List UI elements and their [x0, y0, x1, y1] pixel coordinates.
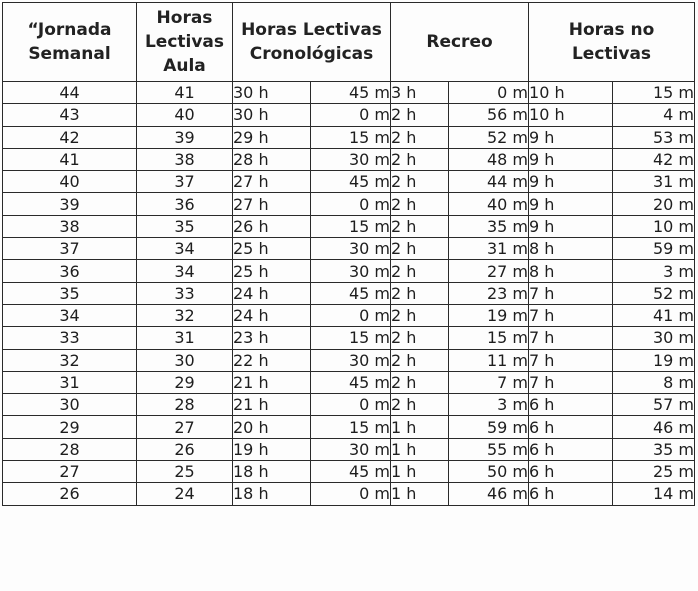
recreo-hours-cell: 2 h	[391, 148, 449, 170]
no-lectivas-hours-cell: 6 h	[529, 394, 613, 416]
recreo-minutes-cell: 11 m	[449, 349, 529, 371]
no-lectivas-hours-cell: 8 h	[529, 260, 613, 282]
lectivas-aula-cell: 34	[137, 260, 233, 282]
recreo-minutes-cell: 50 m	[449, 461, 529, 483]
lectivas-aula-cell: 38	[137, 148, 233, 170]
jornada-cell: 33	[3, 327, 137, 349]
recreo-hours-cell: 2 h	[391, 327, 449, 349]
table-row	[3, 304, 695, 326]
cron-minutes-cell: 15 m	[311, 126, 391, 148]
no-lectivas-minutes-cell: 52 m	[613, 282, 695, 304]
jornada-cell: 44	[3, 82, 137, 104]
recreo-minutes-cell: 59 m	[449, 416, 529, 438]
cron-hours-cell: 23 h	[233, 327, 311, 349]
cron-minutes-cell: 30 m	[311, 238, 391, 260]
cron-hours-cell: 25 h	[233, 238, 311, 260]
cron-hours-cell: 25 h	[233, 260, 311, 282]
cron-hours-cell: 18 h	[233, 461, 311, 483]
jornada-cell: 41	[3, 148, 137, 170]
jornada-cell: 36	[3, 260, 137, 282]
cron-hours-cell: 26 h	[233, 215, 311, 237]
recreo-minutes-cell: 44 m	[449, 171, 529, 193]
no-lectivas-minutes-cell: 53 m	[613, 126, 695, 148]
recreo-minutes-cell: 31 m	[449, 238, 529, 260]
no-lectivas-hours-cell: 9 h	[529, 193, 613, 215]
no-lectivas-hours-cell: 7 h	[529, 327, 613, 349]
cron-minutes-cell: 0 m	[311, 304, 391, 326]
lectivas-aula-cell: 39	[137, 126, 233, 148]
recreo-hours-cell: 2 h	[391, 282, 449, 304]
cron-hours-cell: 20 h	[233, 416, 311, 438]
no-lectivas-hours-cell: 6 h	[529, 483, 613, 505]
table-row	[3, 349, 695, 371]
cron-minutes-cell: 0 m	[311, 483, 391, 505]
recreo-minutes-cell: 48 m	[449, 148, 529, 170]
jornada-cell: 32	[3, 349, 137, 371]
no-lectivas-minutes-cell: 19 m	[613, 349, 695, 371]
header-row	[3, 3, 695, 82]
header-jornada-semanal: “Jornada Semanal	[3, 3, 137, 82]
no-lectivas-minutes-cell: 46 m	[613, 416, 695, 438]
no-lectivas-minutes-cell: 42 m	[613, 148, 695, 170]
recreo-minutes-cell: 56 m	[449, 104, 529, 126]
cron-hours-cell: 21 h	[233, 371, 311, 393]
lectivas-aula-cell: 29	[137, 371, 233, 393]
table-row	[3, 82, 695, 104]
cron-hours-cell: 19 h	[233, 438, 311, 460]
no-lectivas-hours-cell: 7 h	[529, 349, 613, 371]
recreo-hours-cell: 2 h	[391, 193, 449, 215]
lectivas-aula-cell: 37	[137, 171, 233, 193]
cron-hours-cell: 27 h	[233, 193, 311, 215]
recreo-hours-cell: 2 h	[391, 215, 449, 237]
recreo-minutes-cell: 0 m	[449, 82, 529, 104]
no-lectivas-minutes-cell: 3 m	[613, 260, 695, 282]
cron-minutes-cell: 0 m	[311, 104, 391, 126]
lectivas-aula-cell: 34	[137, 238, 233, 260]
recreo-hours-cell: 2 h	[391, 260, 449, 282]
no-lectivas-hours-cell: 6 h	[529, 461, 613, 483]
lectivas-aula-cell: 35	[137, 215, 233, 237]
table-row	[3, 371, 695, 393]
no-lectivas-minutes-cell: 20 m	[613, 193, 695, 215]
recreo-hours-cell: 2 h	[391, 304, 449, 326]
cron-hours-cell: 22 h	[233, 349, 311, 371]
jornada-cell: 26	[3, 483, 137, 505]
jornada-cell: 37	[3, 238, 137, 260]
no-lectivas-hours-cell: 7 h	[529, 282, 613, 304]
recreo-hours-cell: 1 h	[391, 461, 449, 483]
no-lectivas-minutes-cell: 57 m	[613, 394, 695, 416]
jornada-cell: 29	[3, 416, 137, 438]
no-lectivas-minutes-cell: 30 m	[613, 327, 695, 349]
cron-hours-cell: 27 h	[233, 171, 311, 193]
recreo-hours-cell: 2 h	[391, 126, 449, 148]
table-row	[3, 171, 695, 193]
cron-minutes-cell: 15 m	[311, 327, 391, 349]
table-row	[3, 416, 695, 438]
table-row	[3, 282, 695, 304]
recreo-minutes-cell: 46 m	[449, 483, 529, 505]
table-row	[3, 126, 695, 148]
header-horas-lectivas-aula: Horas Lectivas Aula	[137, 3, 233, 82]
recreo-minutes-cell: 52 m	[449, 126, 529, 148]
table-row	[3, 260, 695, 282]
table-body	[3, 82, 695, 506]
no-lectivas-hours-cell: 6 h	[529, 416, 613, 438]
jornada-cell: 27	[3, 461, 137, 483]
recreo-minutes-cell: 55 m	[449, 438, 529, 460]
jornada-cell: 31	[3, 371, 137, 393]
cron-hours-cell: 30 h	[233, 82, 311, 104]
jornada-cell: 43	[3, 104, 137, 126]
cron-hours-cell: 28 h	[233, 148, 311, 170]
recreo-hours-cell: 2 h	[391, 349, 449, 371]
cron-minutes-cell: 0 m	[311, 193, 391, 215]
lectivas-aula-cell: 28	[137, 394, 233, 416]
recreo-minutes-cell: 15 m	[449, 327, 529, 349]
table-row	[3, 461, 695, 483]
no-lectivas-minutes-cell: 8 m	[613, 371, 695, 393]
jornada-cell: 39	[3, 193, 137, 215]
table-row	[3, 193, 695, 215]
no-lectivas-hours-cell: 7 h	[529, 304, 613, 326]
lectivas-aula-cell: 40	[137, 104, 233, 126]
jornada-cell: 30	[3, 394, 137, 416]
recreo-minutes-cell: 27 m	[449, 260, 529, 282]
cron-minutes-cell: 45 m	[311, 461, 391, 483]
lectivas-aula-cell: 26	[137, 438, 233, 460]
table-row	[3, 394, 695, 416]
no-lectivas-minutes-cell: 14 m	[613, 483, 695, 505]
no-lectivas-minutes-cell: 4 m	[613, 104, 695, 126]
recreo-hours-cell: 1 h	[391, 438, 449, 460]
jornada-cell: 35	[3, 282, 137, 304]
no-lectivas-hours-cell: 9 h	[529, 126, 613, 148]
no-lectivas-minutes-cell: 35 m	[613, 438, 695, 460]
lectivas-aula-cell: 30	[137, 349, 233, 371]
cron-minutes-cell: 45 m	[311, 171, 391, 193]
cron-hours-cell: 24 h	[233, 282, 311, 304]
hours-table	[2, 2, 695, 506]
recreo-minutes-cell: 35 m	[449, 215, 529, 237]
cron-minutes-cell: 45 m	[311, 282, 391, 304]
jornada-cell: 42	[3, 126, 137, 148]
no-lectivas-minutes-cell: 15 m	[613, 82, 695, 104]
jornada-cell: 28	[3, 438, 137, 460]
no-lectivas-hours-cell: 9 h	[529, 148, 613, 170]
table-row	[3, 104, 695, 126]
recreo-minutes-cell: 7 m	[449, 371, 529, 393]
lectivas-aula-cell: 36	[137, 193, 233, 215]
cron-minutes-cell: 45 m	[311, 371, 391, 393]
cron-hours-cell: 30 h	[233, 104, 311, 126]
cron-hours-cell: 29 h	[233, 126, 311, 148]
recreo-minutes-cell: 40 m	[449, 193, 529, 215]
recreo-hours-cell: 1 h	[391, 483, 449, 505]
header-horas-lectivas-cronologicas: Horas Lectivas Cronológicas	[233, 3, 391, 82]
recreo-hours-cell: 2 h	[391, 104, 449, 126]
no-lectivas-hours-cell: 10 h	[529, 82, 613, 104]
recreo-hours-cell: 2 h	[391, 238, 449, 260]
cron-hours-cell: 24 h	[233, 304, 311, 326]
lectivas-aula-cell: 27	[137, 416, 233, 438]
no-lectivas-minutes-cell: 59 m	[613, 238, 695, 260]
lectivas-aula-cell: 41	[137, 82, 233, 104]
cron-minutes-cell: 30 m	[311, 349, 391, 371]
cron-minutes-cell: 30 m	[311, 438, 391, 460]
cron-minutes-cell: 15 m	[311, 215, 391, 237]
table-row	[3, 483, 695, 505]
no-lectivas-minutes-cell: 31 m	[613, 171, 695, 193]
lectivas-aula-cell: 25	[137, 461, 233, 483]
recreo-minutes-cell: 23 m	[449, 282, 529, 304]
table-row	[3, 148, 695, 170]
no-lectivas-hours-cell: 6 h	[529, 438, 613, 460]
no-lectivas-minutes-cell: 41 m	[613, 304, 695, 326]
jornada-cell: 34	[3, 304, 137, 326]
lectivas-aula-cell: 32	[137, 304, 233, 326]
cron-minutes-cell: 0 m	[311, 394, 391, 416]
lectivas-aula-cell: 33	[137, 282, 233, 304]
header-horas-no-lectivas: Horas no Lectivas	[529, 3, 695, 82]
table-row	[3, 215, 695, 237]
jornada-cell: 38	[3, 215, 137, 237]
no-lectivas-minutes-cell: 10 m	[613, 215, 695, 237]
no-lectivas-hours-cell: 10 h	[529, 104, 613, 126]
table-row	[3, 238, 695, 260]
cron-hours-cell: 21 h	[233, 394, 311, 416]
no-lectivas-hours-cell: 9 h	[529, 215, 613, 237]
recreo-minutes-cell: 3 m	[449, 394, 529, 416]
no-lectivas-minutes-cell: 25 m	[613, 461, 695, 483]
no-lectivas-hours-cell: 8 h	[529, 238, 613, 260]
cron-minutes-cell: 30 m	[311, 260, 391, 282]
recreo-hours-cell: 1 h	[391, 416, 449, 438]
header-recreo: Recreo	[391, 3, 529, 82]
cron-minutes-cell: 30 m	[311, 148, 391, 170]
lectivas-aula-cell: 31	[137, 327, 233, 349]
table-row	[3, 438, 695, 460]
recreo-hours-cell: 2 h	[391, 171, 449, 193]
jornada-cell: 40	[3, 171, 137, 193]
table-row	[3, 327, 695, 349]
no-lectivas-hours-cell: 7 h	[529, 371, 613, 393]
lectivas-aula-cell: 24	[137, 483, 233, 505]
recreo-hours-cell: 3 h	[391, 82, 449, 104]
cron-minutes-cell: 45 m	[311, 82, 391, 104]
recreo-hours-cell: 2 h	[391, 371, 449, 393]
cron-minutes-cell: 15 m	[311, 416, 391, 438]
no-lectivas-hours-cell: 9 h	[529, 171, 613, 193]
cron-hours-cell: 18 h	[233, 483, 311, 505]
recreo-hours-cell: 2 h	[391, 394, 449, 416]
recreo-minutes-cell: 19 m	[449, 304, 529, 326]
